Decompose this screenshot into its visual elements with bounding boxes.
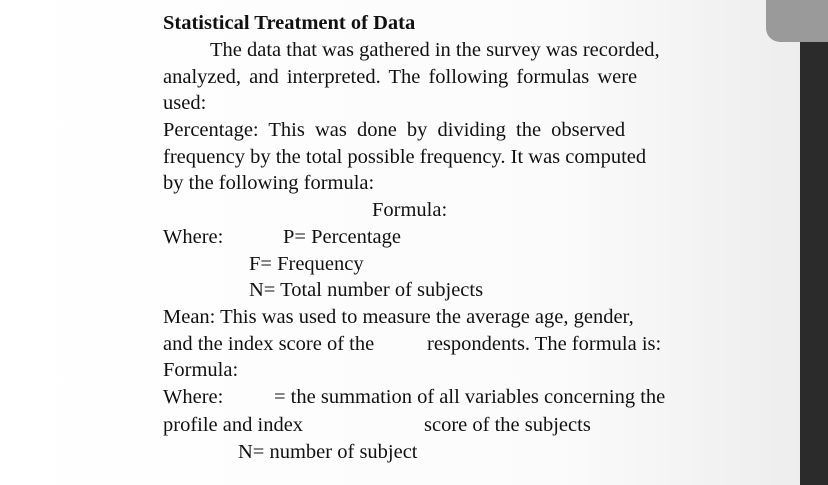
mean-line: score of the subjects [424,414,591,436]
percentage-where-label: Where: [163,226,224,248]
mean-where-label: Where: [163,386,224,408]
mean-line: and the index score of the [163,333,375,355]
percentage-line: Percentage: This was done by dividing the observed [163,119,626,141]
summation-definition: = the summation of all variables concerning the [274,386,666,408]
percentage-line: frequency by the total possible frequency. It was computed [163,146,647,168]
mean-line: profile and index [163,414,304,436]
mean-line: Mean: This was used to measure the average age, gender, [163,306,634,328]
mean-n-definition: N= number of subject [238,441,418,463]
p-definition: P= Percentage [283,226,402,248]
mean-formula-label: Formula: [163,359,239,381]
n-definition: N= Total number of subjects [249,279,484,301]
paragraph-line: The data that was gathered in the survey was recorded, [210,39,660,61]
section-heading: Statistical Treatment of Data [163,12,416,34]
paragraph-line: used: [163,92,207,114]
f-definition: F= Frequency [249,253,364,275]
paragraph-line: analyzed, and interpreted. The following formulas were [163,66,638,88]
scrollbar-tab[interactable] [766,0,828,42]
percentage-formula-label: Formula: [372,199,448,221]
percentage-line: by the following formula: [163,172,375,194]
mean-line: respondents. The formula is: [427,333,662,355]
